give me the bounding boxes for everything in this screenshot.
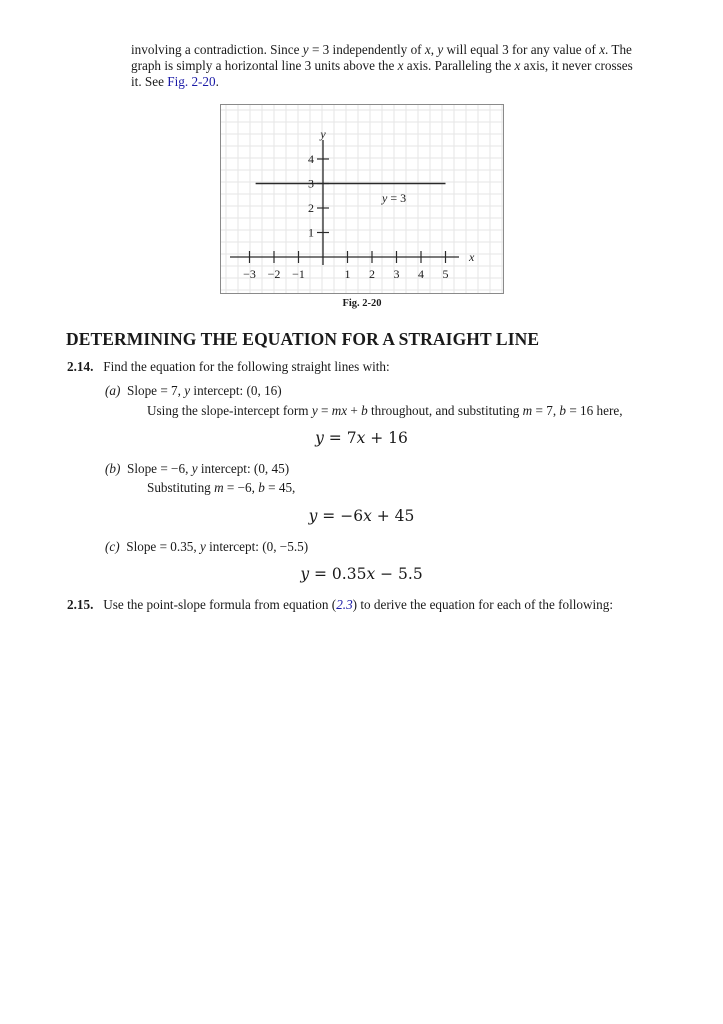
y-tick-label: 3 <box>308 176 314 191</box>
section-heading: DETERMINING THE EQUATION FOR A STRAIGHT LINE <box>66 329 540 349</box>
equation-c: y = 0.35x − 5.5 <box>300 565 423 583</box>
x-tick-label: 1 <box>344 267 351 281</box>
problem-2-15-statement: 2.15. Use the point-slope formula from equation (2.3) to derive the equation for each of the following: <box>67 597 614 612</box>
line-label <box>381 191 406 205</box>
y-tick-label: 4 <box>308 152 314 166</box>
problem-number: 2.15. <box>67 597 94 612</box>
equation-a: y = 7x + 16 <box>315 429 408 447</box>
intro-line-3: it. See Fig. 2-20. <box>131 74 219 89</box>
part-b-label: (b) <box>105 461 121 476</box>
y-tick-label: 2 <box>308 201 314 215</box>
x-axis-label: x <box>469 250 475 264</box>
x-tick-label: 4 <box>418 267 424 281</box>
problem-number: 2.14. <box>67 359 94 374</box>
figure-link[interactable]: Fig. 2-20 <box>167 74 216 89</box>
part-a-note: Using the slope-intercept form y = mx + b throughout, and substituting m = 7, b = 16 here, <box>147 403 623 418</box>
line-label-text <box>381 191 406 205</box>
y-tick-label: 1 <box>308 225 314 240</box>
x-tick-label: −2 <box>267 267 281 281</box>
part-c-label: (c) <box>105 539 120 554</box>
part-b-note: Substituting m = −6, b = 45, <box>147 480 296 495</box>
part-a-label: (a) <box>105 383 121 398</box>
intro-line-2: graph is simply a horizontal line 3 units above the x axis. Paralleling the x axis, it never crosses <box>131 58 633 73</box>
x-tick-label: 5 <box>442 267 449 281</box>
x-tick-label: −1 <box>292 267 305 281</box>
figure-caption: Fig. 2-20 <box>342 298 382 309</box>
figure-frame <box>221 105 504 294</box>
problem-2-14-statement: 2.14. Find the equation for the following straight lines with: <box>67 359 390 374</box>
part-b-given: (b) Slope = −6, y intercept: (0, 45) <box>105 461 290 476</box>
equation-link[interactable]: 2.3 <box>336 597 353 612</box>
x-tick-label: 3 <box>393 267 400 281</box>
line-label-var: y <box>382 190 388 205</box>
part-c-given: (c) Slope = 0.35, y intercept: (0, −5.5) <box>105 539 309 554</box>
y-axis-label: y <box>320 127 326 141</box>
x-tick-label: −3 <box>243 267 256 281</box>
intro-line-1: involving a contradiction. Since y = 3 independently of x, y will equal 3 for any value of x. The <box>131 42 632 57</box>
x-tick-label: 2 <box>369 267 375 281</box>
figure-2-20-graph <box>220 104 504 294</box>
line-label-rest: = 3 <box>387 190 407 205</box>
part-a-given: (a) Slope = 7, y intercept: (0, 16) <box>105 383 282 398</box>
equation-b: y = −6x + 45 <box>308 507 415 525</box>
intro-paragraph <box>131 42 656 90</box>
